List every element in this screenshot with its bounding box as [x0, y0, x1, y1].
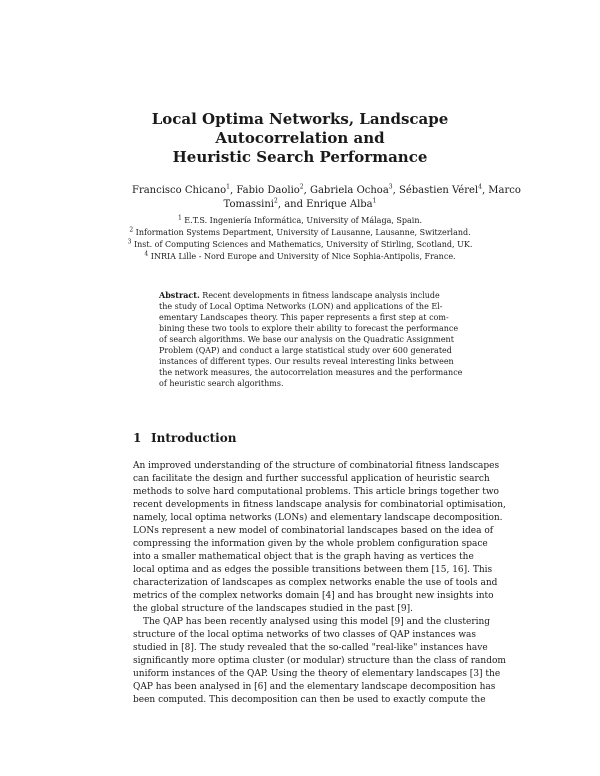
section-title: Introduction [151, 431, 237, 445]
author-affil-mark: 4 [478, 183, 482, 191]
body-line: studied in [8]. The study revealed that the so-called "real-like" instances have [133, 643, 488, 653]
abstract-line: Problem (QAP) and conduct a large statistical study over 600 generated [159, 346, 452, 355]
paper-title [100, 110, 500, 167]
body-line: methods to solve hard computational problems. This article brings together two [133, 487, 499, 497]
body-line: LONs represent a new model of combinatorial landscapes based on the idea of [133, 526, 494, 536]
affiliation-text: E.T.S. Ingeniería Informática, University of Málaga, Spain. [181, 216, 423, 225]
title-line: Heuristic Search Performance [172, 148, 428, 166]
abstract-line: the study of Local Optima Networks (LON) and applications of the El- [159, 302, 443, 311]
author-name: , Gabriela Ochoa [303, 185, 389, 196]
body-line: the global structure of the landscapes studied in the past [9]. [133, 604, 413, 614]
author-list [132, 183, 521, 212]
body-line: uniform instances of the QAP. Using the theory of elementary landscapes [3] the [133, 669, 501, 679]
body-line: metrics of the complex networks domain [4] and has brought new insights into [133, 591, 494, 601]
affiliation-text: Inst. of Computing Sciences and Mathematics, University of Stirling, Scotland, UK. [131, 240, 473, 249]
author-affil-mark: 2 [274, 197, 278, 205]
affiliation-line [100, 251, 500, 263]
affiliation-line [100, 215, 500, 227]
body-line: significantly more optima cluster (or modular) structure than the class of random [133, 656, 506, 666]
author-affil-mark: 3 [388, 183, 393, 191]
body-line: recent developments in fitness landscape analysis for combinatorial optimisation, [133, 500, 506, 510]
author-name: Francisco Chicano [132, 185, 227, 196]
author-line [132, 183, 521, 198]
author-affil-mark: 1 [372, 197, 377, 205]
abstract-line: bining these two tools to explore their ability to forecast the performance [159, 324, 459, 333]
abstract-line: the network measures, the autocorrelation measures and the performance [159, 368, 463, 377]
author-name: , Fabio Daolio [230, 185, 300, 196]
affiliation-mark: 3 [127, 238, 132, 246]
abstract-line: ementary Landscapes theory. This paper represents a first step at com- [159, 313, 449, 322]
author-name: , Marco [481, 185, 521, 196]
body-line: compressing the information given by the whole problem configuration space [133, 539, 488, 549]
body-line: The QAP has been recently analysed using this model [9] and the clustering [143, 617, 491, 627]
body-line: An improved understanding of the structure of combinatorial fitness landscapes [133, 461, 500, 471]
body-line: QAP has been analysed in [6] and the elementary landscape decomposition has [133, 682, 496, 692]
title-line: Local Optima Networks, Landscape [151, 110, 449, 128]
affiliation-text: Information Systems Department, University of Lausanne, Lausanne, Switzerland. [133, 228, 471, 237]
section-number: 1 [133, 431, 142, 445]
affiliation-mark: 4 [144, 250, 149, 258]
author-name: Tomassini [223, 199, 275, 210]
body-line: characterization of landscapes as complex networks enable the use of tools and [133, 578, 498, 588]
affiliation-mark: 2 [129, 226, 134, 234]
title-line: Autocorrelation and [215, 129, 385, 147]
author-affil-mark: 2 [299, 183, 304, 191]
body-line: can facilitate the design and further successful application of heuristic search [133, 474, 490, 484]
author-affil-mark: 1 [226, 183, 230, 191]
abstract-line [159, 290, 442, 301]
body-line: namely, local optima networks (LONs) and elementary landscape decomposition. [133, 513, 503, 523]
affiliations [100, 215, 500, 263]
section-heading [133, 431, 236, 445]
affiliation-line [100, 227, 500, 239]
abstract [159, 290, 463, 389]
body-text [133, 460, 506, 707]
author-name: , Sébastien Vérel [392, 185, 479, 196]
body-line: been computed. This decomposition can then be used to exactly compute the [133, 695, 486, 705]
affiliation-mark: 1 [177, 214, 182, 222]
abstract-line: of heuristic search algorithms. [159, 379, 284, 388]
author-line [132, 198, 468, 212]
author-name: , and Enrique Alba [277, 199, 373, 210]
abstract-text: Recent developments in fitness landscape analysis include [199, 291, 440, 300]
body-line: structure of the local optima networks of two classes of QAP instances was [133, 630, 477, 640]
body-line: into a smaller mathematical object that is the graph having as vertices the [133, 552, 474, 562]
abstract-label: Abstract. [159, 290, 200, 300]
abstract-line: of search algorithms. We base our analysis on the Quadratic Assignment [159, 335, 454, 344]
affiliation-text: INRIA Lille - Nord Europe and University of Nice Sophia-Antipolis, France. [148, 252, 456, 261]
affiliation-line [100, 239, 500, 251]
body-line: local optima and as edges the possible transitions between them [15, 16]. This [133, 565, 493, 575]
abstract-line: instances of different types. Our results reveal interesting links between [159, 357, 454, 366]
